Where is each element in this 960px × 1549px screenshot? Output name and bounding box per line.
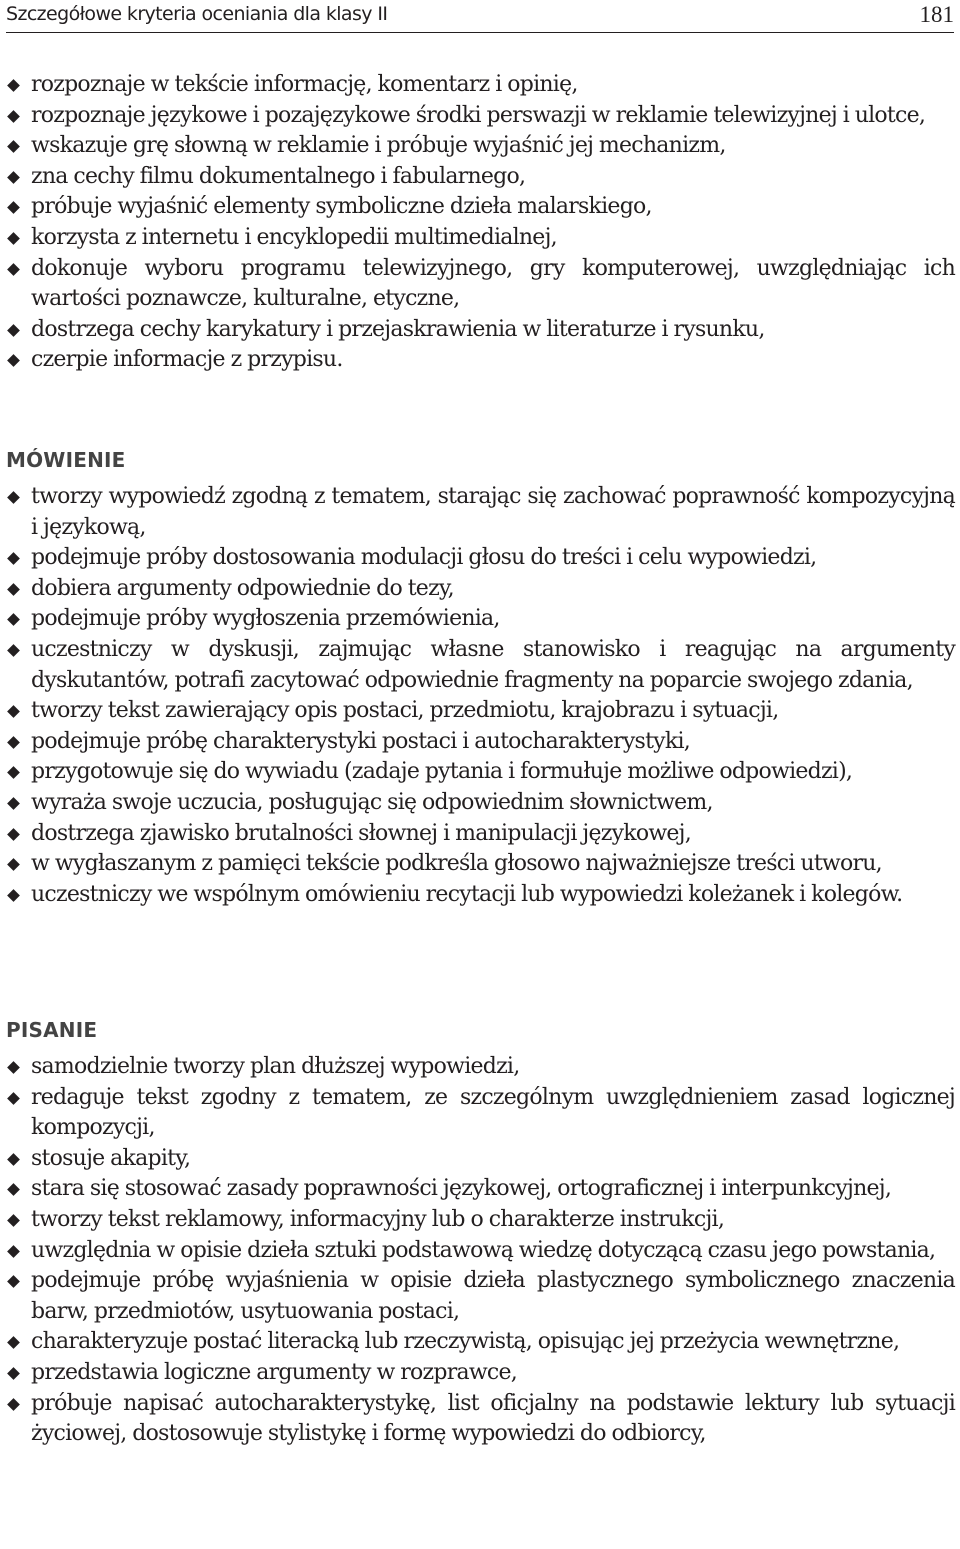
list-item-text: zna cechy filmu dokumentalnego i fabularnego,: [31, 163, 526, 189]
diamond-bullet-icon: [7, 1398, 20, 1411]
diamond-bullet-icon: [7, 1245, 20, 1258]
diamond-bullet-icon: [7, 1153, 20, 1166]
diamond-bullet-icon: [7, 1275, 20, 1288]
list-item-text: dostrzega cechy karykatury i przejaskrawienia w literaturze i rysunku,: [31, 316, 765, 342]
pisanie-section: [0, 1012, 960, 1450]
list-item-text: stara się stosować zasady poprawności językowej, ortograficznej i interpunkcyjnej,: [31, 1176, 892, 1202]
list-item-text: korzysta z internetu i encyklopedii multimedialnej,: [31, 224, 557, 250]
list-item: [0, 727, 955, 758]
list-item-text: dobiera argumenty odpowiednie do tezy,: [31, 575, 454, 601]
list-item: [0, 223, 955, 254]
list-item-text: charakteryzuje postać literacką lub rzeczywistą, opisując jej przeżycia wewnętrzne,: [31, 1329, 900, 1355]
list-item: [0, 192, 955, 223]
list-item: [0, 819, 955, 850]
list-item: [0, 696, 955, 727]
list-item: [0, 1052, 955, 1083]
diamond-bullet-icon: [7, 263, 20, 276]
list-item-text: tworzy tekst zawierający opis postaci, przedmiotu, krajobrazu i sytuacji,: [31, 698, 779, 724]
list-item: [0, 1236, 955, 1267]
list-item: [0, 162, 955, 193]
list-item: [0, 604, 955, 635]
list-item-text: w wygłaszanym z pamięci tekście podkreśla głosowo najważniejsze treści utworu,: [31, 851, 882, 877]
list-item-text: wyraża swoje uczucia, posługując się odpowiednim słownictwem,: [31, 789, 713, 815]
list-item: [0, 101, 955, 132]
list-item-text: dokonuje wyboru programu telewizyjnego, gry komputerowej, uwzględniając ich wartości poznawcze, kulturalne, etyczne,: [31, 255, 955, 312]
list-item: [0, 1327, 955, 1358]
list-item: [0, 1083, 955, 1144]
list-item-text: przedstawia logiczne argumenty w rozprawce,: [31, 1359, 518, 1385]
list-item: [0, 1205, 955, 1236]
diamond-bullet-icon: [7, 1184, 20, 1197]
list-item-text: przygotowuje się do wywiadu (zadaje pytania i formułuje możliwe odpowiedzi),: [31, 759, 853, 785]
diamond-bullet-icon: [7, 171, 20, 184]
list-item: [0, 880, 955, 911]
diamond-bullet-icon: [7, 79, 20, 92]
diamond-bullet-icon: [7, 1336, 20, 1349]
diamond-bullet-icon: [7, 614, 20, 627]
list-item-text: czerpie informacje z przypisu.: [31, 347, 343, 373]
list-item: [0, 1358, 955, 1389]
list-item: [0, 70, 955, 101]
list-item-text: podejmuje próby dostosowania modulacji głosu do treści i celu wypowiedzi,: [31, 545, 817, 571]
list-item-text: uczestniczy we wspólnym omówieniu recytacji lub wypowiedzi koleżanek i kolegów.: [31, 881, 903, 907]
diamond-bullet-icon: [7, 1214, 20, 1227]
list-item-text: dostrzega zjawisko brutalności słownej i manipulacji językowej,: [31, 820, 691, 846]
list-item-text: próbuje napisać autocharakterystykę, list oficjalny na podstawie lektury lub sytuacji życiowej, dostosowuje stylistykę i formę wypowiedzi do odbiorcy,: [31, 1390, 955, 1447]
running-header: [6, 2, 954, 33]
list-item-text: rozpoznaje w tekście informację, komentarz i opinię,: [31, 72, 578, 97]
mowienie-heading: MÓWIENIE: [6, 448, 126, 472]
list-item-text: wskazuje grę słowną w reklamie i próbuje wyjaśnić jej mechanizm,: [31, 133, 726, 159]
list-item: [0, 1144, 955, 1175]
diamond-bullet-icon: [7, 797, 20, 810]
mowienie-section: [0, 442, 960, 910]
list-item-text: tworzy tekst reklamowy, informacyjny lub o charakterze instrukcji,: [31, 1206, 725, 1232]
list-item-text: tworzy wypowiedź zgodną z tematem, starając się zachować poprawność kompozycyjną i językową,: [31, 484, 955, 540]
list-item-text: redaguje tekst zgodny z tematem, ze szczególnym uwzględnieniem zasad logicznej kompozycji,: [31, 1084, 955, 1141]
list-item: [0, 1266, 955, 1327]
diamond-bullet-icon: [7, 1367, 20, 1380]
list-item: [0, 543, 955, 574]
list-item-text: podejmuje próby wygłoszenia przemówienia,: [31, 606, 500, 632]
page-number: 181: [919, 2, 954, 27]
diamond-bullet-icon: [7, 583, 20, 596]
intro-section: [0, 70, 960, 376]
diamond-bullet-icon: [7, 644, 20, 657]
list-item-text: próbuje wyjaśnić elementy symboliczne dzieła malarskiego,: [31, 194, 652, 220]
diamond-bullet-icon: [7, 491, 20, 504]
list-item-text: stosuje akapity,: [31, 1145, 191, 1171]
list-item-text: uczestniczy w dyskusji, zajmując własne stanowisko i reagując na argumenty dyskutantów, potrafi zacytować odpowiednie fragmenty na poparcie swojego zdania,: [31, 636, 955, 693]
list-item: [0, 574, 955, 605]
diamond-bullet-icon: [7, 354, 20, 367]
diamond-bullet-icon: [7, 324, 20, 337]
mowienie-list: [0, 482, 960, 910]
list-item: [0, 254, 955, 315]
diamond-bullet-icon: [7, 705, 20, 718]
diamond-bullet-icon: [7, 1092, 20, 1105]
intro-list: [0, 70, 960, 376]
list-item: [0, 315, 955, 346]
list-item: [0, 131, 955, 162]
diamond-bullet-icon: [7, 736, 20, 749]
diamond-bullet-icon: [7, 1061, 20, 1074]
list-item: [0, 788, 955, 819]
list-item-text: podejmuje próbę charakterystyki postaci i autocharakterystyki,: [31, 728, 690, 754]
diamond-bullet-icon: [7, 858, 20, 871]
list-item-text: samodzielnie tworzy plan dłuższej wypowiedzi,: [31, 1054, 520, 1079]
diamond-bullet-icon: [7, 202, 20, 215]
diamond-bullet-icon: [7, 110, 20, 123]
list-item-text: uwzględnia w opisie dzieła sztuki podstawową wiedzę dotyczącą czasu jego powstania,: [31, 1237, 936, 1263]
list-item: [0, 1174, 955, 1205]
list-item: [0, 1389, 955, 1450]
diamond-bullet-icon: [7, 552, 20, 565]
list-item: [0, 482, 955, 543]
pisanie-heading: PISANIE: [6, 1018, 98, 1042]
pisanie-list: [0, 1052, 960, 1450]
diamond-bullet-icon: [7, 766, 20, 779]
list-item: [0, 635, 955, 696]
diamond-bullet-icon: [7, 140, 20, 153]
list-item: [0, 757, 955, 788]
diamond-bullet-icon: [7, 889, 20, 902]
list-item: [0, 849, 955, 880]
running-header-title: Szczegółowe kryteria oceniania dla klasy II: [6, 3, 388, 25]
diamond-bullet-icon: [7, 828, 20, 841]
diamond-bullet-icon: [7, 232, 20, 245]
list-item: [0, 345, 955, 376]
list-item-text: rozpoznaje językowe i pozajęzykowe środki perswazji w reklamie telewizyjnej i ulotce,: [31, 102, 926, 128]
list-item-text: podejmuje próbę wyjaśnienia w opisie dzieła plastycznego symbolicznego znaczenia barw, przedmiotów, usytuowania postaci,: [31, 1268, 955, 1324]
